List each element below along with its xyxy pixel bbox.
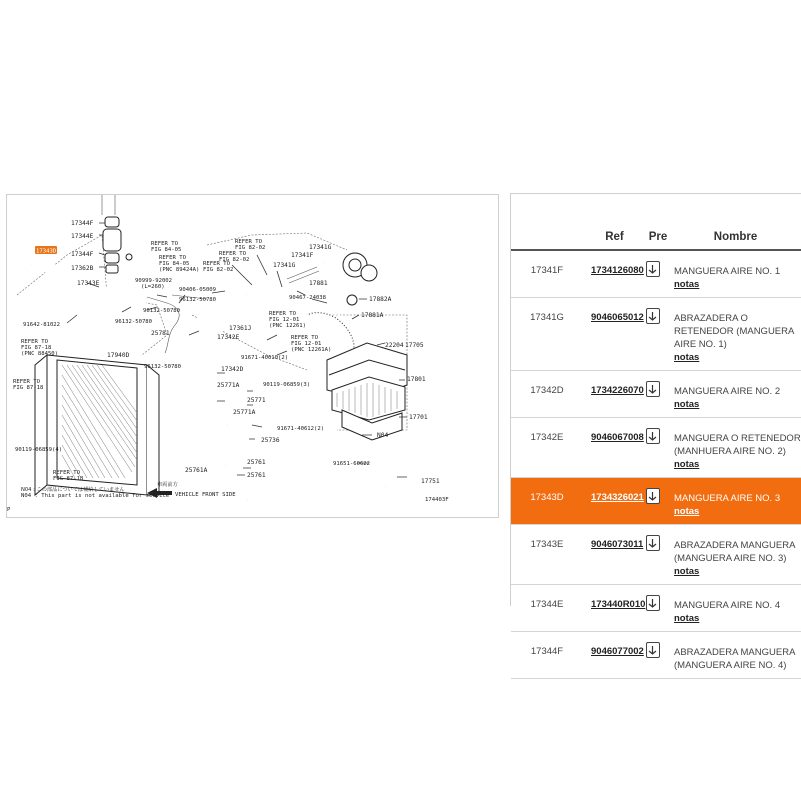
part-name: MANGUERA AIRE NO. 1 (674, 266, 781, 277)
table-row[interactable] (511, 250, 801, 298)
refer-note-3-line2[interactable]: FIG 82-02 (235, 245, 266, 251)
refer-note-1-line2[interactable]: FIG 84-05 (151, 247, 182, 253)
part-name: ABRAZADERA MANGUERA (MANGUERA AIRE NO. 3) (674, 540, 795, 564)
diagram-label-25771[interactable]: 25771 (247, 397, 266, 404)
part-ref-link[interactable]: 9046073011 (591, 539, 644, 550)
diagram-label-17343E[interactable]: 17343E (77, 280, 100, 287)
refer-note-5-line2[interactable]: FIG 82-02 (203, 267, 234, 273)
part-name: ABRAZADERA MANGUERA (MANGUERA AIRE NO. 4) (674, 647, 795, 671)
part-ref-link[interactable]: 1734326021 (591, 492, 644, 503)
part-code: 17344F (511, 632, 583, 679)
exploded-view-drawing (7, 195, 498, 517)
diagram-label-17882A[interactable]: 17882A (369, 296, 392, 303)
diagram-label-17705[interactable]: 17705 (405, 342, 424, 349)
header-name[interactable]: Nombre (670, 225, 801, 250)
table-row[interactable] (511, 585, 801, 632)
diagram-label-17801[interactable]: 17801 (407, 376, 426, 383)
refer-note-9-line2[interactable]: FIG 87-18 (13, 385, 44, 391)
diagram-label-91671-b[interactable]: 91671-40612(2) (277, 426, 325, 432)
part-ref-link[interactable]: 9046067008 (591, 432, 644, 443)
refer-note-7-line2[interactable]: FIG 12-01 (291, 341, 322, 347)
price-tag-icon[interactable] (646, 595, 660, 611)
refer-note-5-line1[interactable]: REFER TO (203, 261, 230, 267)
diagram-label-17341F[interactable]: 17341F (291, 252, 314, 259)
diagram-label-17940D[interactable]: 17940D (107, 352, 130, 359)
diagram-label-17342D[interactable]: 17342D (221, 366, 244, 373)
part-ref-link[interactable]: 9046077002 (591, 646, 644, 657)
diagram-label-25771A-b[interactable]: 25771A (233, 409, 256, 416)
diagram-label-17701[interactable]: 17701 (409, 414, 428, 421)
diagram-label-17751[interactable]: 17751 (421, 478, 440, 485)
notes-link[interactable]: notas (674, 566, 700, 577)
notes-link[interactable]: notas (674, 399, 700, 410)
price-tag-icon[interactable] (646, 642, 660, 658)
table-row[interactable] (511, 298, 801, 371)
table-row[interactable] (511, 478, 801, 525)
refer-note-6-line1[interactable]: REFER TO (269, 311, 296, 317)
parts-table (511, 194, 801, 679)
diagram-label-17342E[interactable]: 17342E (217, 334, 240, 341)
page-mark: P (7, 507, 11, 513)
refer-note-8-line1[interactable]: REFER TO (21, 339, 48, 345)
part-name: MANGUERA AIRE NO. 3 (674, 493, 781, 504)
notes-link[interactable]: notas (674, 613, 700, 624)
header-ref[interactable]: Ref (583, 225, 646, 250)
part-name: ABRAZADERA O RETENEDOR (MANGUERA AIRE NO. 1) (674, 313, 794, 350)
diagram-label-25771A[interactable]: 25771A (217, 382, 240, 389)
diagram-label-90999-sub: (L=260) (141, 284, 165, 290)
refer-note-2-line3[interactable]: (PNC 89424A) (159, 267, 200, 273)
diagram-label-91642[interactable]: 91642-81022 (23, 322, 61, 328)
price-tag-icon[interactable] (646, 381, 660, 397)
refer-note-10-line2[interactable]: FIG 87-18 (53, 476, 84, 482)
refer-note-6-line3[interactable]: (PNC 12261) (269, 323, 307, 329)
diagram-label-91671-a[interactable]: 91671-40610(2) (241, 355, 289, 361)
diagram-label-17343D[interactable]: 17343D (36, 248, 57, 255)
part-code: 17344E (511, 585, 583, 632)
diagram-label-17361J[interactable]: 17361J (229, 325, 252, 332)
price-tag-icon[interactable] (646, 488, 660, 504)
table-row[interactable] (511, 371, 801, 418)
refer-note-10-line1[interactable]: REFER TO (53, 470, 80, 476)
figure-id: 174403F (425, 497, 449, 503)
diagram-label-96132-d[interactable]: 96132-50780 (144, 364, 182, 370)
table-header-row (511, 225, 801, 250)
refer-note-4-line2[interactable]: FIG 82-02 (219, 257, 250, 263)
refer-note-7-line1[interactable]: REFER TO (291, 335, 318, 341)
diagram-label-17881[interactable]: 17881 (309, 280, 328, 287)
header-code (511, 225, 583, 250)
diagram-label-90999[interactable]: 90999-92002 (135, 278, 173, 284)
refer-note-2-line1[interactable]: REFER TO (159, 255, 186, 261)
price-tag-icon[interactable] (646, 261, 660, 277)
diagram-label-25761A[interactable]: 25761A (185, 467, 208, 474)
air-filter-box-drawing (327, 343, 407, 440)
diagram-label-25781[interactable]: 25781 (151, 330, 170, 337)
part-code: 17341F (511, 250, 583, 298)
refer-note-7-line3[interactable]: (PNC 12261A) (291, 347, 332, 353)
part-name: MANGUERA AIRE NO. 4 (674, 600, 781, 611)
part-ref-link[interactable]: 173440R010 (591, 599, 646, 610)
part-code: 17341G (511, 298, 583, 371)
table-row[interactable] (511, 632, 801, 679)
notes-link[interactable]: notas (674, 352, 700, 363)
diagram-label-17344F[interactable]: 17344F (71, 220, 94, 227)
diagram-label-17341G-b[interactable]: 17341G (273, 262, 296, 269)
part-code: 17342D (511, 371, 583, 418)
diagram-label-17341G[interactable]: 17341G (309, 244, 332, 251)
parts-diagram (6, 194, 499, 518)
diagram-label-90467[interactable]: 90467-24038 (289, 295, 327, 301)
part-name: MANGUERA O RETENEDOR (MANHUERA AIRE NO. 2) (674, 433, 801, 457)
diagram-label-90119-b[interactable]: 90119-06859(4) (15, 447, 63, 453)
refer-note-4-line1[interactable]: REFER TO (219, 251, 246, 257)
diagram-label-17881A[interactable]: 17881A (361, 312, 384, 319)
part-ref-link[interactable]: 1734126080 (591, 265, 644, 276)
diagram-label-17344F-b[interactable]: 17344F (71, 251, 94, 258)
parts-list-panel (510, 193, 801, 671)
notes-link[interactable]: notas (674, 459, 700, 470)
refer-note-8-line2[interactable]: FIG 87-18 (21, 345, 52, 351)
diagram-label-96132-a[interactable]: 96132-50780 (115, 319, 153, 325)
notes-link[interactable]: notas (674, 506, 700, 517)
part-code: 17343D (511, 478, 583, 525)
refer-note-6-line2[interactable]: FIG 12-01 (269, 317, 300, 323)
diagram-label-25761[interactable]: 25761 (247, 459, 266, 466)
part-name: MANGUERA AIRE NO. 2 (674, 386, 781, 397)
diagram-label-90119-a[interactable]: 90119-06859(3) (263, 382, 311, 388)
diagram-label-96132-b[interactable]: 96132-50780 (143, 308, 181, 314)
notes-link[interactable]: notas (674, 279, 700, 290)
footnote-jp: N04 : この部品については補給していません (21, 487, 125, 493)
part-ref-link[interactable]: 9046065012 (591, 312, 644, 323)
diagram-label-17362B[interactable]: 17362B (71, 265, 94, 272)
price-tag-icon[interactable] (646, 308, 660, 324)
diagram-label-96132-c[interactable]: 96132-50780 (179, 297, 217, 303)
diagram-label-91651[interactable]: 91651-60622 (333, 461, 371, 467)
price-tag-icon[interactable] (646, 535, 660, 551)
refer-note-8-line3[interactable]: (PNC 88450) (21, 351, 59, 357)
refer-note-1-line1[interactable]: REFER TO (151, 241, 178, 247)
header-pre[interactable]: Pre (646, 225, 670, 250)
diagram-label-N04[interactable]: N04 (377, 432, 389, 439)
refer-note-9-line1[interactable]: REFER TO (13, 379, 40, 385)
refer-note-3-line1[interactable]: REFER TO (235, 239, 262, 245)
part-ref-link[interactable]: 1734226070 (591, 385, 644, 396)
part-code: 17343E (511, 525, 583, 585)
diagram-label-17344E[interactable]: 17344E (71, 233, 94, 240)
vehicle-front-label-jp: 車両前方 (157, 482, 178, 488)
table-row[interactable] (511, 418, 801, 478)
diagram-label-90406[interactable]: 90406-05009 (179, 287, 217, 293)
part-code: 17342E (511, 418, 583, 478)
price-tag-icon[interactable] (646, 428, 660, 444)
table-row[interactable] (511, 525, 801, 585)
footnote-en: N04 : This part is not available for service (21, 493, 170, 499)
vehicle-front-label-en: VEHICLE FRONT SIDE (175, 492, 236, 498)
diagram-label-25736[interactable]: 25736 (261, 437, 280, 444)
parts-table-body (511, 250, 801, 679)
diagram-label-22204[interactable]: 22204 (385, 342, 404, 349)
refer-note-2-line2[interactable]: FIG 84-05 (159, 261, 190, 267)
diagram-label-25761-b[interactable]: 25761 (247, 472, 266, 479)
